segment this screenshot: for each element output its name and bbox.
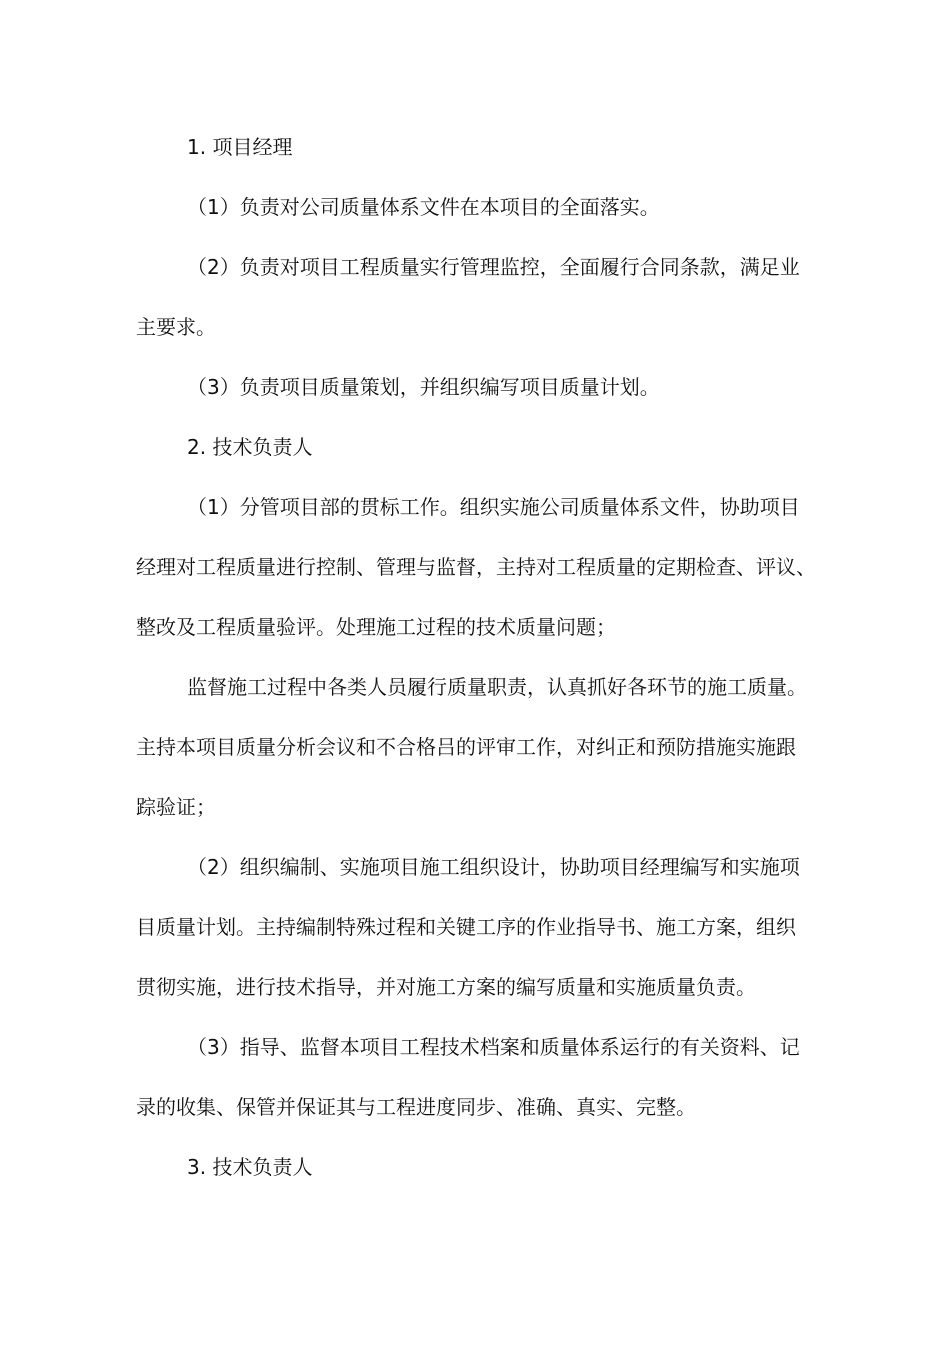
paragraph-line: 录的收集、保管并保证其与工程进度同步、准确、真实、完整。 — [136, 1095, 696, 1119]
section-heading-technical-lead-3: 3. 技术负责人 — [187, 1155, 313, 1179]
section-heading-technical-lead: 2. 技术负责人 — [187, 435, 313, 459]
paragraph-line: （2）负责对项目工程质量实行管理监控，全面履行合同条款，满足业 — [187, 255, 800, 279]
paragraph-line: 经理对工程质量进行控制、管理与监督，主持对工程质量的定期检查、评议、 — [136, 555, 816, 579]
paragraph-line: 监督施工过程中各类人员履行质量职责，认真抓好各环节的施工质量。 — [187, 675, 807, 699]
paragraph-line: 踪验证； — [136, 795, 216, 819]
paragraph-line: （3）负责项目质量策划，并组织编写项目质量计划。 — [187, 375, 660, 399]
paragraph-line: 整改及工程质量验评。处理施工过程的技术质量问题； — [136, 615, 616, 639]
section-heading-project-manager: 1. 项目经理 — [187, 135, 293, 159]
paragraph-line: （1）分管项目部的贯标工作。组织实施公司质量体系文件，协助项目 — [187, 495, 800, 519]
paragraph-line: （2）组织编制、实施项目施工组织设计，协助项目经理编写和实施项 — [187, 855, 800, 879]
paragraph-line: （3）指导、监督本项目工程技术档案和质量体系运行的有关资料、记 — [187, 1035, 800, 1059]
paragraph-line: 主持本项目质量分析会议和不合格吕的评审工作，对纠正和预防措施实施跟 — [136, 735, 796, 759]
paragraph-line: 目质量计划。主持编制特殊过程和关键工序的作业指导书、施工方案，组织 — [136, 915, 796, 939]
paragraph-line: （1）负责对公司质量体系文件在本项目的全面落实。 — [187, 195, 660, 219]
paragraph-line: 贯彻实施，进行技术指导，并对施工方案的编写质量和实施质量负责。 — [136, 975, 756, 999]
paragraph-line: 主要求。 — [136, 315, 216, 339]
